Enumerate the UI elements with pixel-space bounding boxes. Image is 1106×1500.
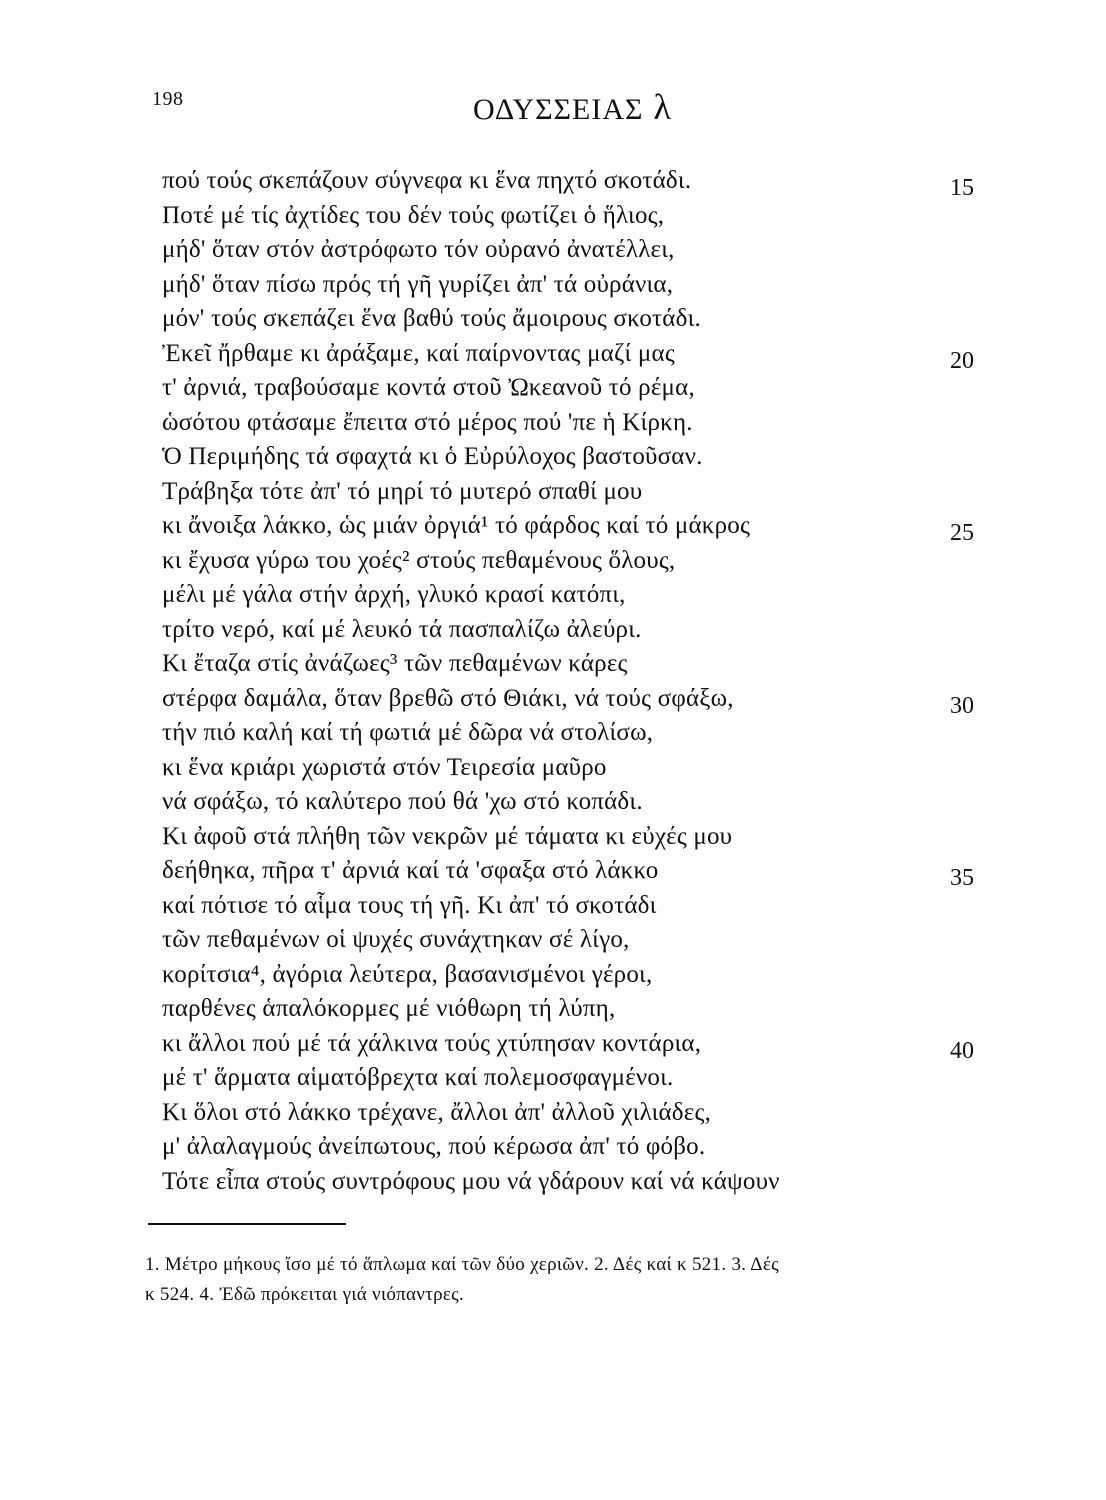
verse-line: κορίτσια⁴, ἀγόρια λεύτερα, βασανισμένοι γέροι,	[162, 961, 653, 988]
verse-line: τήν πιό καλή καί τή φωτιά μέ δῶρα νά στολίσω,	[162, 719, 654, 746]
verse-line: νά σφάξω, τό καλύτερο πού θά 'χω στό κοπάδι.	[162, 788, 643, 815]
verse-line: πού τούς σκεπάζουν σύγνεφα κι ἕνα πηχτό σκοτάδι.	[162, 167, 692, 194]
verse-line: Κι ἀφοῦ στά πλήθη τῶν νεκρῶν μέ τάματα κι εὐχές μου	[162, 823, 733, 850]
verse-line: Κι ὅλοι στό λάκκο τρέχανε, ἄλλοι ἀπ' ἀλλοῦ χιλιάδες,	[162, 1099, 712, 1126]
line-number: 40	[950, 1038, 974, 1064]
line-number: 35	[950, 865, 974, 891]
verse-line: μέ τ' ἅρματα αἱματόβρεχτα καί πολεμοσφαγμένοι.	[162, 1064, 674, 1091]
verse-line: ὡσότου φτάσαμε ἔπειτα στό μέρος πού 'πε ἡ Κίρκη.	[162, 409, 693, 436]
footnotes	[145, 1250, 1005, 1310]
verse-line: τῶν πεθαμένων οἱ ψυχές συνάχτηκαν σέ λίγο,	[162, 926, 630, 953]
title-text: ΟΔΥΣΣΕΙΑΣ	[473, 93, 644, 126]
verse-line: Κι ἔταζα στίς ἀνάζωες³ τῶν πεθαμένων κάρες	[162, 650, 628, 677]
line-number: 20	[950, 348, 974, 374]
verse-line: τρίτο νερό, καί μέ λευκό τά πασπαλίζω ἀλεύρι.	[162, 616, 642, 643]
verse-line: κι ἄλλοι πού μέ τά χάλκινα τούς χτύπησαν κοντάρια,	[162, 1030, 702, 1057]
verse-line: Ἐκεῖ ἤρθαμε κι ἀράξαμε, καί παίρνοντας μαζί μας	[162, 340, 675, 367]
footnote-line: κ 524. 4. Ἐδῶ πρόκειται γιά νιόπαντρες.	[145, 1284, 465, 1305]
verse-line: στέρφα δαμάλα, ὅταν βρεθῶ στό Θιάκι, νά τούς σφάξω,	[162, 685, 734, 712]
verse-line: κι ἄνοιξα λάκκο, ὡς μιάν ὀργιά¹ τό φάρδος καί τό μάκρος	[162, 512, 751, 539]
verse-line: μήδ' ὅταν πίσω πρός τή γῆ γυρίζει ἀπ' τά οὐράνια,	[162, 271, 674, 298]
verse-line: τ' ἀρνιά, τραβούσαμε κοντά στοῦ Ὠκεανοῦ τό ρέμα,	[162, 374, 695, 401]
page-number: 198	[152, 88, 184, 110]
verse-line: Τράβηξα τότε ἀπ' τό μηρί τό μυτερό σπαθί μου	[162, 478, 643, 505]
verse-line: κι ἕνα κριάρι χωριστά στόν Τειρεσία μαῦρο	[162, 754, 607, 781]
line-number: 15	[950, 175, 974, 201]
verse-line: καί πότισε τό αἷμα τους τή γῆ. Κι ἀπ' τό σκοτάδι	[162, 892, 657, 919]
line-number: 25	[950, 520, 974, 546]
verse-line: μ' ἀλαλαγμούς ἀνείπωτους, πού κέρωσα ἀπ' τό φόβο.	[162, 1133, 706, 1160]
verse-line: Τότε εἶπα στούς συντρόφους μου νά γδάρουν καί νά κάψουν	[162, 1168, 780, 1195]
footnote-line: 1. Μέτρο μήκους ἴσο μέ τό ἅπλωμα καί τῶν δύο χεριῶν. 2. Δές καί κ 521. 3. Δές	[145, 1254, 779, 1275]
footnote-rule	[148, 1223, 346, 1225]
verse-line: Ὁ Περιμήδης τά σφαχτά κι ὁ Εὐρύλοχος βαστοῦσαν.	[162, 443, 703, 470]
verse-line: μόν' τούς σκεπάζει ἕνα βαθύ τούς ἄμοιρους σκοτάδι.	[162, 305, 701, 332]
verse-line: κι ἔχυσα γύρω του χοές² στούς πεθαμένους ὅλους,	[162, 547, 676, 574]
verse-line: μήδ' ὅταν στόν ἀστρόφωτο τόν οὐρανό ἀνατέλλει,	[162, 236, 675, 263]
verse-line: δεήθηκα, πῆρα τ' ἀρνιά καί τά 'σφαξα στό λάκκο	[162, 857, 659, 884]
verse-line: Ποτέ μέ τίς ἀχτίδες του δέν τούς φωτίζει ὁ ἥλιος,	[162, 202, 665, 229]
verse-line: μέλι μέ γάλα στήν ἀρχή, γλυκό κρασί κατόπι,	[162, 581, 626, 608]
line-number: 30	[950, 693, 974, 719]
book-letter: λ	[653, 87, 672, 127]
verse-line: παρθένες ἁπαλόκορμες μέ νιόθωρη τή λύπη,	[162, 995, 616, 1022]
